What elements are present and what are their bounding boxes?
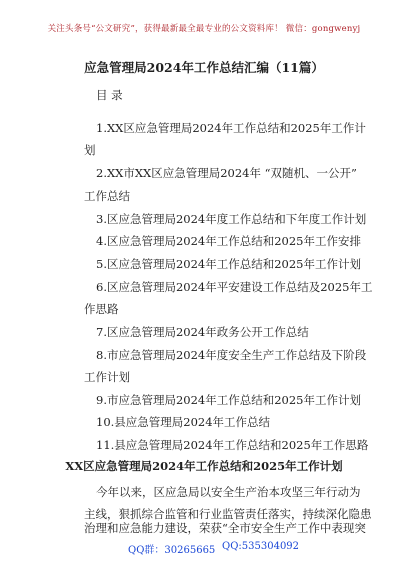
toc-item-1-continued[interactable]: 划 — [84, 143, 96, 157]
toc-item-10[interactable]: 10.县应急管理局2024年工作总结 — [96, 415, 271, 429]
footer-qq-group[interactable]: QQ群：30265665 — [128, 545, 216, 556]
toc-item-5[interactable]: 5.区应急管理局2024年工作总结和2025年工作计划 — [96, 257, 362, 271]
toc-item-1[interactable]: 1.XX区应急管理局2024年工作总结和2025年工作计 — [96, 121, 366, 135]
paragraph-line: 主线，狠抓综合监管和行业监管责任落实，持续深化隐患 — [84, 507, 372, 521]
footer-qq-contact[interactable]: QQ:535304092 — [222, 541, 300, 552]
toc-item-3[interactable]: 3.区应急管理局2024年度工作总结和下年度工作计划 — [96, 212, 367, 226]
toc-item-9[interactable]: 9.市应急管理局2024年工作总结和2025年工作计划 — [96, 393, 362, 407]
toc-heading: 目 录 — [96, 88, 123, 102]
section-title: XX区应急管理局2024年工作总结和2025年工作计划 — [65, 459, 343, 473]
toc-item-4[interactable]: 4.区应急管理局2024年工作总结和2025年工作安排 — [96, 234, 362, 248]
header-note: 关注头条号“公文研究”，获得最新最全最专业的公文资料库！ 微信：gongwenyj — [47, 24, 361, 34]
toc-item-8[interactable]: 8.市应急管理局2024年度安全生产工作总结及下阶段 — [96, 348, 367, 362]
paragraph-line: 今年以来，区应急局以安全生产治本攻坚三年行动为 — [96, 485, 361, 499]
toc-item-6-continued[interactable]: 作思路 — [84, 302, 119, 316]
toc-item-7[interactable]: 7.区应急管理局2024年政务公开工作总结 — [96, 325, 309, 339]
toc-item-8-continued[interactable]: 工作计划 — [84, 370, 130, 384]
paragraph-line-3: 治理和应急能力建设，荣获“全市安全生产工作中表现突 — [84, 521, 366, 535]
toc-item-11[interactable]: 11.县应急管理局2024年工作总结和2025年工作思路 — [96, 438, 369, 452]
document-title: 应急管理局2024年工作总结汇编（11篇） — [84, 60, 324, 75]
toc-item-2-continued[interactable]: 工作总结 — [84, 189, 130, 203]
toc-item-6[interactable]: 6.区应急管理局2024年平安建设工作总结及2025年工 — [96, 280, 373, 294]
toc-item-2[interactable]: 2.XX市XX区应急管理局2024年 “双随机、一公开” — [96, 166, 357, 180]
